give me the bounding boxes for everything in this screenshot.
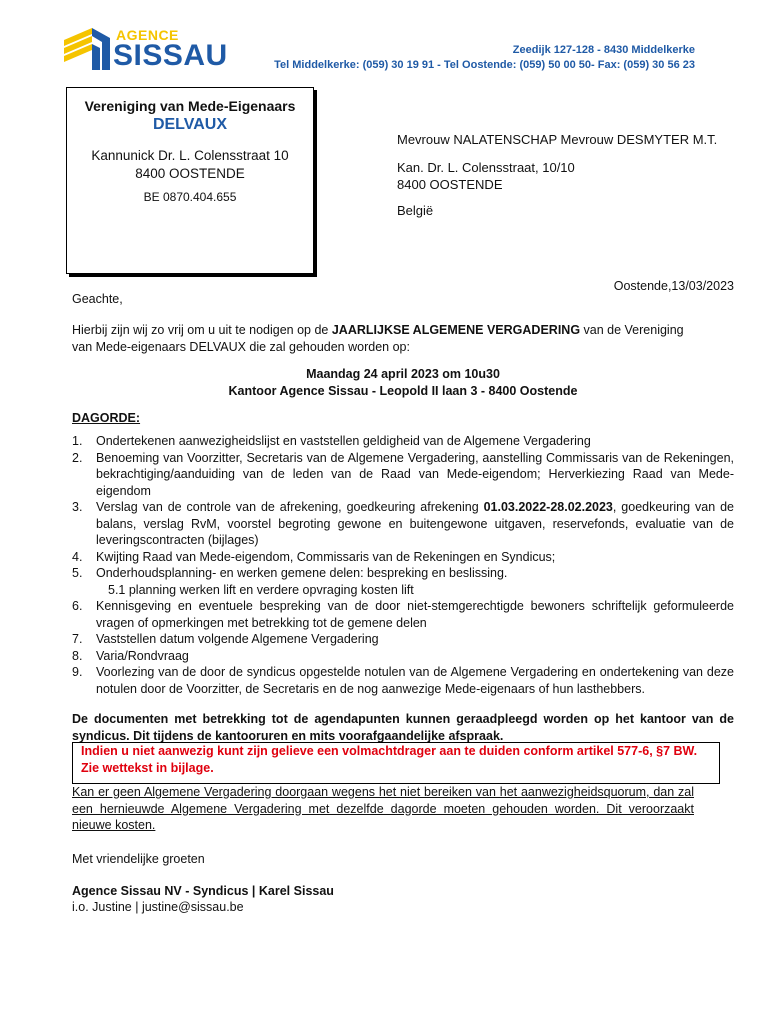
- agenda-item-text: Verslag van de controle van de afrekening, goedkeuring afrekening: [96, 500, 484, 514]
- agenda-item-number: 6.: [72, 599, 83, 613]
- agenda-item: [72, 598, 734, 631]
- agenda-item-number: 4.: [72, 549, 83, 564]
- proxy-note-line-2: Zie wettekst in bijlage.: [81, 761, 214, 775]
- letter-date: Oostende,13/03/2023: [613, 279, 734, 293]
- agenda-item-number: 1.: [72, 434, 83, 448]
- agenda-item-text: Vaststellen datum volgende Algemene Vergadering: [96, 632, 379, 646]
- agenda-item-number: 5.: [72, 566, 83, 580]
- recipient-street: Kan. Dr. L. Colensstraat, 10/10: [397, 160, 575, 175]
- sender-title: Vereniging van Mede-Eigenaars: [84, 98, 296, 114]
- agenda-item: [72, 549, 734, 566]
- agenda-item: [72, 631, 734, 648]
- agenda-item-period: 01.03.2022-28.02.2023: [483, 500, 613, 514]
- agenda-item-number: 7.: [72, 632, 83, 646]
- intro-text-2: van de Vereniging: [580, 323, 684, 337]
- agenda-item-text: Kwijting Raad van Mede-eigendom, Commissaris van de Rekeningen en Syndicus;: [96, 549, 556, 564]
- meeting-location: Kantoor Agence Sissau - Leopold II laan 3 - 8400 Oostende: [228, 384, 578, 398]
- agenda-item-text: , goedkeuring van de balans, verslag RvM, voorstel begroting gewone en buitengewone uitgaven, reservefonds, evaluatie van de leveringscontracten (bijlages): [96, 500, 734, 547]
- agenda-item: [72, 664, 734, 697]
- intro-highlight: JAARLIJKSE ALGEMENE VERGADERING: [331, 323, 581, 337]
- agenda-item-number: 3.: [72, 500, 83, 514]
- agenda-item: [72, 565, 734, 582]
- agenda-item-text: Kennisgeving en eventuele bespreking van de door niet-stemgerechtigde bewoners schriftelijk geformuleerde vragen of opmerkingen met betrekking tot de gemene delen: [96, 599, 734, 630]
- sender-city: 8400 OOSTENDE: [135, 166, 245, 181]
- agence-sissau-logo-icon: [62, 26, 112, 72]
- logo-text-top: AGENCE: [116, 27, 179, 43]
- intro-paragraph: [72, 322, 734, 355]
- agenda-list: [72, 433, 734, 697]
- agenda-subitem: 5.1 planning werken lift en verdere opvraging kosten lift: [108, 582, 414, 597]
- agenda-item: [72, 433, 734, 450]
- agenda-item: [72, 499, 734, 549]
- quorum-note: Kan er geen Algemene Vergadering doorgaan wegens het niet bereiken van het aanwezigheidsquorum, dan zal een hernieuwde Algemene Vergadering met dezelfde dagorde moeten gehouden worden. Dit veroorzaakt nieuwe kosten.: [72, 785, 694, 832]
- agenda-item: [72, 450, 734, 500]
- closing: Met vriendelijke groeten: [72, 852, 205, 866]
- proxy-note-line-1: Indien u niet aanwezig kunt zijn gelieve een volmachtdrager aan te duiden conform artikel 577-6, §7 BW.: [81, 744, 698, 758]
- recipient-country: België: [397, 203, 434, 218]
- logo-text-main: SISSAU: [113, 39, 228, 72]
- sender-street: Kannunick Dr. L. Colensstraat 10: [91, 148, 289, 163]
- agenda-item-number: 9.: [72, 665, 83, 679]
- agenda-item-text: Benoeming van Voorzitter, Secretaris van de Algemene Vergadering, aanstelling Commissaris van de Rekeningen, bekrachtiging/aanduiding van de leden van de Raad van Mede-eigendom; Herverkiezing Raad van Mede-eigendom: [96, 450, 734, 498]
- intro-text-1: Hierbij zijn wij zo vrij om u uit te nodigen op de: [72, 323, 332, 337]
- sender-name: DELVAUX: [152, 116, 228, 133]
- agenda-item-number: 8.: [72, 648, 83, 663]
- meeting-datetime: Maandag 24 april 2023 om 10u30: [306, 367, 500, 381]
- proxy-note-box: [72, 742, 720, 784]
- signature-line-1: Agence Sissau NV - Syndicus | Karel Sissau: [72, 884, 334, 898]
- agenda-item-text: Ondertekenen aanwezigheidslijst en vaststellen geldigheid van de Algemene Vergadering: [96, 434, 591, 448]
- agenda-item-text: Varia/Rondvraag: [96, 648, 189, 663]
- agenda-item-text: Onderhoudsplanning- en werken gemene delen: bespreking en beslissing.: [96, 566, 508, 580]
- signature-line-2: i.o. Justine | justine@sissau.be: [72, 900, 244, 914]
- sender-vat: BE 0870.404.655: [143, 190, 237, 204]
- agenda-item: [72, 648, 734, 665]
- salutation: Geachte,: [72, 292, 123, 306]
- agenda-heading: DAGORDE:: [72, 411, 141, 425]
- company-phone: Tel Middelkerke: (059) 30 19 91 - Tel Oostende: (059) 50 00 50- Fax: (059) 30 56 23: [274, 59, 695, 71]
- agenda-item-number: 2.: [72, 450, 83, 465]
- company-address: Zeedijk 127-128 - 8430 Middelkerke: [512, 44, 695, 56]
- agenda-item-text: Voorlezing van de door de syndicus opgestelde notulen van de Algemene Vergadering en ondertekening van deze notulen door de Voorzitter, de Secretaris en de nog aanwezige Mede-eigenaars of hun lasthebbers.: [96, 665, 734, 696]
- sender-box: [66, 87, 314, 274]
- documents-note: De documenten met betrekking tot de agendapunten kunnen geraadpleegd worden op het kantoor van de syndicus. Dit tijdens de kantooruren en mits voorafgaandelijke afspraak.: [72, 712, 734, 743]
- intro-line-2: van Mede-eigenaars DELVAUX die zal gehouden worden op:: [72, 339, 410, 354]
- recipient-name: Mevrouw NALATENSCHAP Mevrouw DESMYTER M.T.: [397, 132, 718, 147]
- recipient-city: 8400 OOSTENDE: [397, 177, 503, 192]
